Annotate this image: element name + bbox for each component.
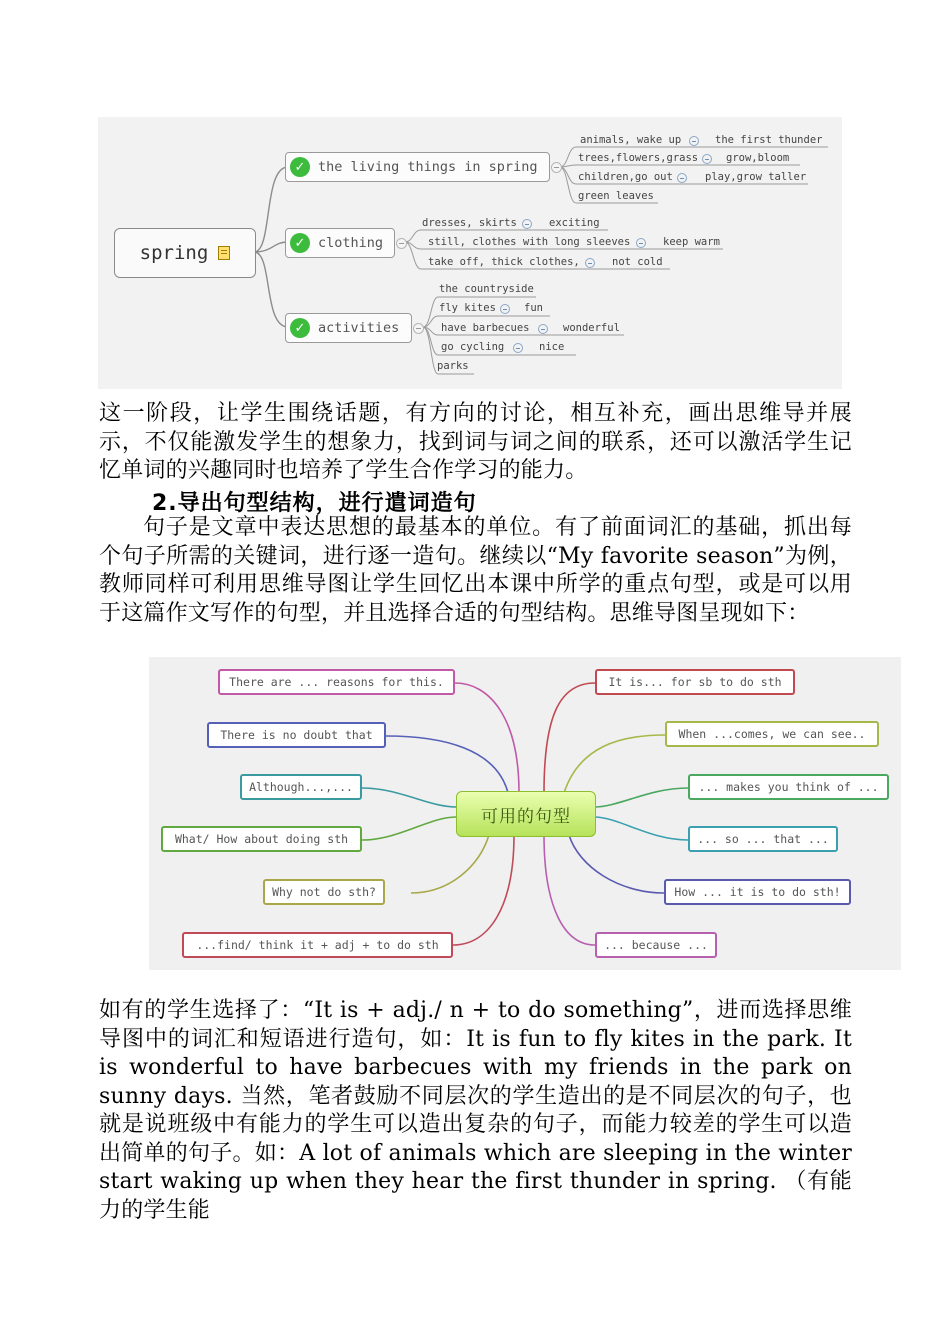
leaf-item: nice — [539, 341, 565, 353]
leaf-item: exciting — [549, 217, 600, 229]
collapse-icon[interactable] — [413, 323, 424, 334]
leaf-item: not cold — [612, 256, 663, 268]
leaf-item: children,go out — [578, 171, 673, 183]
minus-icon[interactable] — [538, 324, 548, 334]
pattern-box[interactable]: There is no doubt that — [207, 722, 386, 748]
check-icon: ✓ — [290, 157, 310, 177]
minus-icon[interactable] — [677, 173, 687, 183]
branch-label: activities — [318, 320, 400, 336]
check-icon: ✓ — [290, 233, 310, 253]
section-heading: 2.导出句型结构，进行遣词造句 — [152, 491, 477, 516]
branch-label: the living things in spring — [318, 159, 538, 175]
leaf-item: the first thunder — [715, 134, 823, 146]
leaf-item: parks — [437, 360, 469, 372]
pattern-box[interactable]: Although...,... — [240, 774, 362, 800]
minus-icon[interactable] — [513, 343, 523, 353]
paragraph-2: 句子是文章中表达思想的最基本的单位。有了前面词汇的基础，抓出每个句子所需的关键词，进行逐一造句。继续以“My favorite season”为例，教师同样可利用思维导图让学生回忆出本课中所学的重点句型，或是可以用于这篇作文写作的句型，并且选择合适的句型结构。思维导图呈现如下： — [99, 515, 852, 626]
leaf-item: take off, thick clothes, — [428, 256, 580, 268]
leaf-item: dresses, skirts — [422, 217, 517, 229]
collapse-icon[interactable] — [551, 162, 562, 173]
minus-icon[interactable] — [522, 219, 532, 229]
leaf-item: wonderful — [563, 322, 620, 334]
pattern-box[interactable]: ...find/ think it + adj + to do sth — [182, 932, 453, 958]
minus-icon[interactable] — [689, 136, 699, 146]
minus-icon[interactable] — [500, 304, 510, 314]
leaf-item: have barbecues — [441, 322, 530, 334]
leaf-item: green leaves — [578, 190, 654, 202]
leaf-item: still, clothes with long sleeves — [428, 236, 631, 248]
leaf-item: animals, wake up — [580, 134, 682, 146]
leaf-item: keep warm — [663, 236, 720, 248]
leaf-item: play,grow taller — [705, 171, 807, 183]
pattern-box[interactable]: How ... it is to do sth! — [664, 879, 851, 905]
root-label: spring — [139, 242, 209, 264]
leaf-item: go cycling — [441, 341, 505, 353]
leaf-item: fly kites — [439, 302, 496, 314]
leaf-item: the countryside — [439, 283, 534, 295]
branch-clothing[interactable] — [285, 228, 395, 258]
pattern-box[interactable]: What/ How about doing sth — [161, 826, 362, 852]
root-node-spring[interactable] — [114, 228, 256, 278]
pattern-box[interactable]: There are ... reasons for this. — [218, 669, 455, 695]
minus-icon[interactable] — [585, 258, 595, 268]
minus-icon[interactable] — [636, 238, 646, 248]
collapse-icon[interactable] — [396, 238, 407, 249]
pattern-box[interactable]: When ...comes, we can see.. — [665, 721, 879, 747]
paragraph-1: 这一阶段，让学生围绕话题，有方向的讨论，相互补充，画出思维导并展示，不仅能激发学生的想象力，找到词与词之间的联系，还可以激活学生记忆单词的兴趣同时也培养了学生合作学习的能力。 — [99, 401, 852, 483]
leaf-item: fun — [524, 302, 543, 314]
pattern-box[interactable]: Why not do sth? — [263, 879, 385, 905]
pattern-box[interactable]: ... because ... — [595, 932, 717, 958]
pattern-box[interactable]: It is... for sb to do sth — [595, 669, 795, 695]
branch-label: clothing — [318, 235, 384, 251]
check-icon: ✓ — [290, 318, 310, 338]
spring-mindmap — [98, 117, 842, 389]
sentence-pattern-mindmap — [149, 657, 901, 970]
pattern-box[interactable]: ... makes you think of ... — [688, 774, 889, 800]
branch-activities[interactable] — [285, 313, 412, 343]
paragraph-3: 如有的学生选择了：“It is + adj./ n + to do something”，进而选择思维导图中的词汇和短语进行造句，如：It is fun to fly kites in the park. It is wonderful to have barbecues with my friends in the park on sunny days. 当然，笔者鼓励不同层次的学生造出的是不同层次的句子，也就是说班级中有能力的学生可以造出复杂的句子，而能力较差的学生可以造出简单的句子。如：A lot of animals which are sleeping in the winter start waking up when they hear the first thunder in spring. （有能力的学生能 — [99, 998, 852, 1223]
pattern-box[interactable]: ... so ... that ... — [688, 826, 838, 852]
minus-icon[interactable] — [702, 154, 712, 164]
leaf-item: trees,flowers,grass — [578, 152, 699, 164]
branch-living-things[interactable] — [285, 152, 550, 182]
root-node[interactable]: 可用的句型 — [456, 791, 596, 837]
note-icon — [218, 246, 230, 260]
leaf-item: grow,bloom — [726, 152, 790, 164]
